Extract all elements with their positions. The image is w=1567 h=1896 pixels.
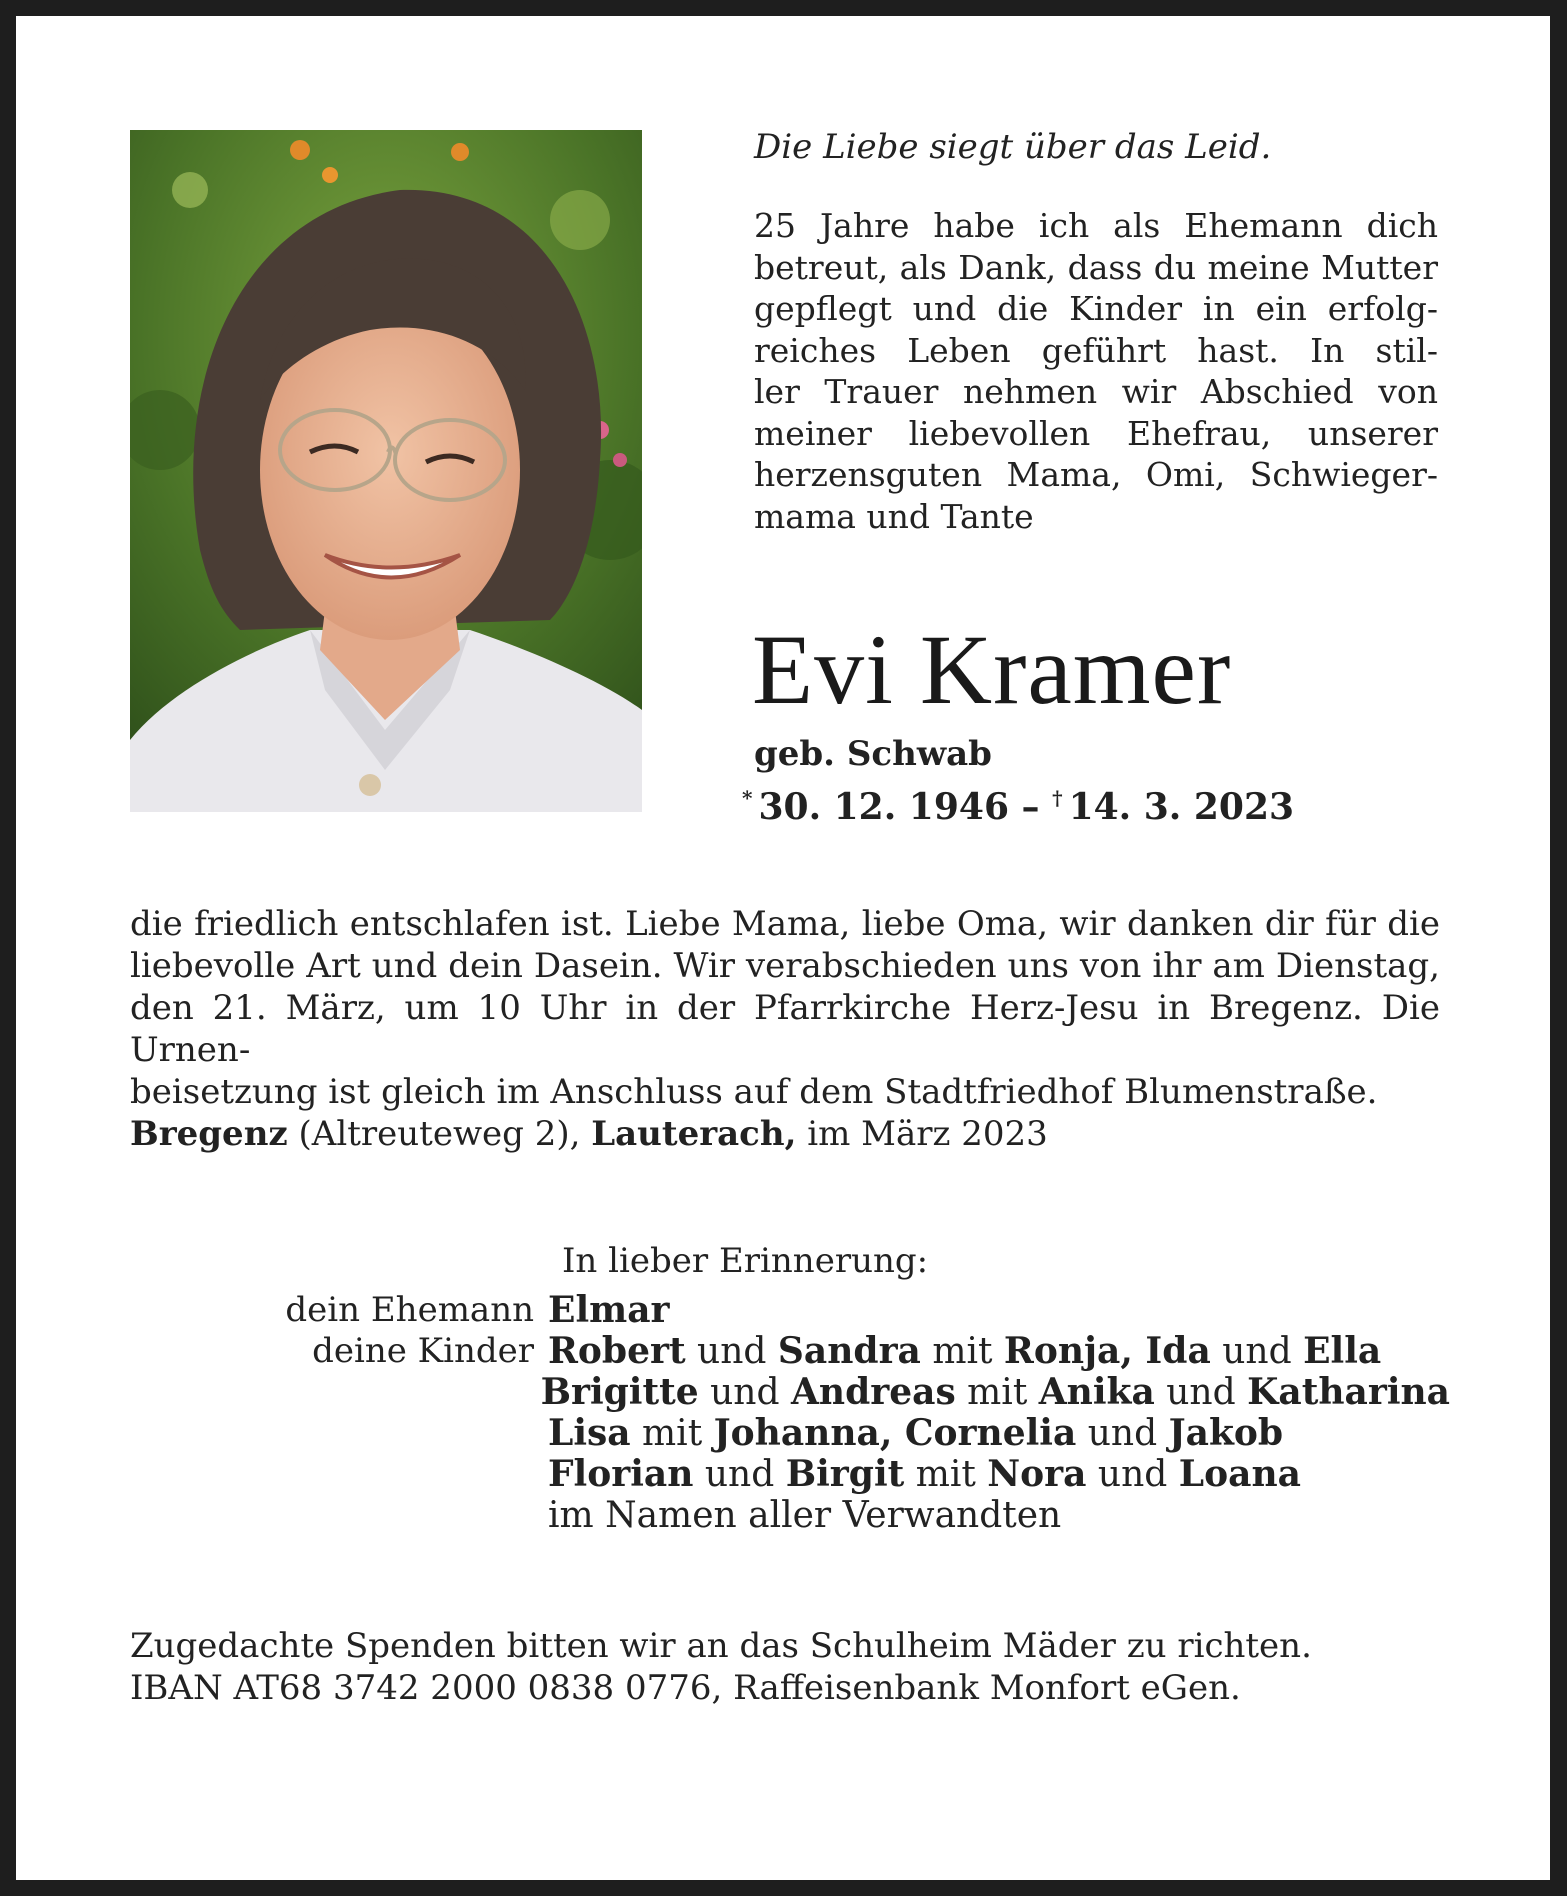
intro-line: herzensguten Mama, Omi, Schwieger- [754, 455, 1438, 494]
relative-names [541, 1372, 1450, 1413]
body-line: beisetzung ist gleich im Anschluss auf dem Stadtfriedhof Blumenstraße. [130, 1072, 1378, 1112]
relation-label [130, 1454, 548, 1495]
relative-name: Ronja, Ida [1003, 1330, 1211, 1372]
relative-name: Florian [548, 1453, 694, 1495]
connector-text: mit [630, 1413, 714, 1454]
relative-name: Katharina [1247, 1371, 1450, 1413]
family-row [130, 1290, 1450, 1331]
intro-text [754, 205, 1438, 537]
connector-text: im Namen aller Verwandten [548, 1495, 1062, 1536]
relation-label: dein Ehemann [285, 1290, 534, 1330]
body-line: den 21. März, um 10 Uhr in der Pfarrkirche Herz-Jesu in Bregenz. Die Urnen- [130, 988, 1440, 1070]
relation-label [130, 1372, 541, 1413]
portrait-image [130, 130, 642, 812]
intro-line: 25 Jahre habe ich als Ehemann dich [754, 206, 1438, 245]
portrait-photo [130, 130, 642, 812]
family-row [130, 1372, 1450, 1413]
connector-text: und [693, 1454, 786, 1495]
place-lauterach: Lauterach, [591, 1114, 797, 1154]
connector-text: mit [920, 1331, 1004, 1372]
relative-name: Robert [548, 1330, 686, 1372]
intro-line: reiches Leben geführt hast. In stil- [754, 330, 1438, 370]
family-row [130, 1413, 1450, 1454]
deceased-name: Evi Kramer [752, 614, 1232, 725]
donation-line: Zugedachte Spenden bitten wir an das Schulheim Mäder zu richten. [130, 1626, 1312, 1666]
place-bregenz: Bregenz [130, 1114, 288, 1154]
death-symbol: † [1052, 786, 1063, 810]
body-line: liebevolle Art und dein Dasein. Wir verabschieden uns von ihr am Dienstag, [130, 946, 1440, 986]
relative-name: Loana [1178, 1453, 1301, 1495]
connector-text: mit [904, 1454, 988, 1495]
relative-name: Brigitte [540, 1371, 699, 1413]
relative-names [548, 1290, 1450, 1331]
relative-name: Nora [987, 1453, 1087, 1495]
connector-text: und [1210, 1331, 1304, 1372]
relative-name: Johanna, Cornelia [713, 1412, 1077, 1454]
birth-date: 30. 12. 1946 [758, 786, 1009, 828]
family-row [130, 1331, 1450, 1372]
notice-date: im März 2023 [796, 1114, 1048, 1154]
family-list [130, 1290, 1450, 1536]
intro-line: gepflegt und die Kinder in ein erfolg- [754, 289, 1438, 328]
relative-name: Anika [1038, 1371, 1155, 1413]
connector-text: mit [955, 1372, 1039, 1413]
intro-line: ler Trauer nehmen wir Abschied von [754, 372, 1438, 411]
intro-column [754, 125, 1438, 537]
birth-symbol: * [742, 786, 753, 810]
relative-names [548, 1454, 1450, 1495]
life-dates [742, 776, 1294, 829]
connector-text: und [1076, 1413, 1169, 1454]
relative-names [548, 1495, 1450, 1536]
body-line: die friedlich entschlafen ist. Liebe Mama, liebe Oma, wir danken dir für die [130, 904, 1440, 944]
relative-name: Andreas [790, 1371, 956, 1413]
relation-label [130, 1495, 548, 1536]
family-row [130, 1454, 1450, 1495]
death-date: 14. 3. 2023 [1068, 786, 1295, 828]
donation-note [130, 1625, 1312, 1709]
relation-label: deine Kinder [312, 1331, 534, 1371]
relative-name: Jakob [1168, 1412, 1284, 1454]
relative-name: Ella [1303, 1330, 1382, 1372]
relative-name: Lisa [548, 1412, 631, 1454]
motto: Die Liebe siegt über das Leid. [754, 127, 1272, 167]
relative-name: Elmar [548, 1289, 670, 1331]
relation-label [130, 1413, 548, 1454]
intro-line: betreut, als Dank, dass du meine Mutter [754, 247, 1438, 287]
relative-names [548, 1331, 1450, 1372]
intro-line: meiner liebevollen Ehefrau, unserer [754, 413, 1438, 453]
donation-line: IBAN AT68 3742 2000 0838 0776, Raffeisenbank Monfort eGen. [130, 1668, 1241, 1708]
connector-text: und [698, 1372, 791, 1413]
date-separator: – [1021, 786, 1040, 828]
birth-name: geb. Schwab [754, 734, 992, 774]
family-row [130, 1495, 1450, 1536]
funeral-details [130, 903, 1440, 1113]
relative-name: Birgit [785, 1453, 905, 1495]
memory-heading: In lieber Erinnerung: [562, 1241, 929, 1281]
connector-text: und [1154, 1372, 1248, 1413]
intro-line: mama und Tante [754, 496, 1034, 536]
relative-names [548, 1413, 1450, 1454]
connector-text: und [1086, 1454, 1179, 1495]
connector-text: und [685, 1331, 778, 1372]
address: (Altreuteweg 2), [287, 1114, 592, 1154]
place-and-date [130, 1113, 1048, 1155]
relative-name: Sandra [777, 1330, 921, 1372]
